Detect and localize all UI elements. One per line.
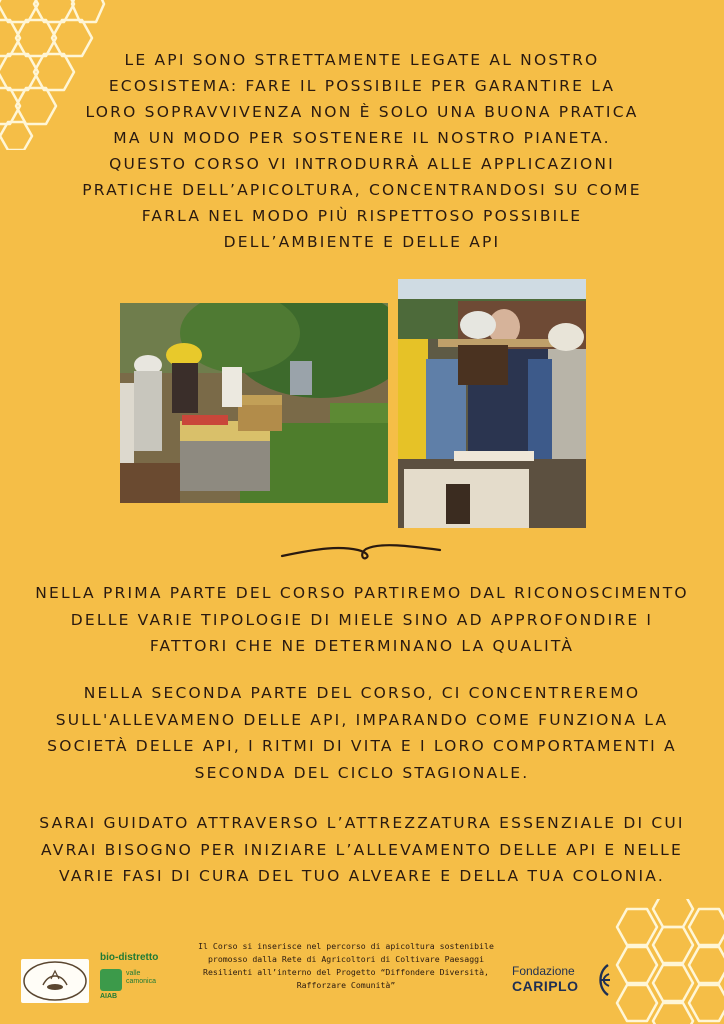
footer-note: Il Corso si inserisce nel percorso di apicoltura sostenibile promosso dalla Rete di Agricoltori di Coltivare Paesaggi Resilienti all’interno del Progetto “Diffondere Diversità, Rafforzare Comunità” [198,941,494,990]
honeycomb-bottom-right-icon [609,899,724,1024]
biodistretto-aiab: AIAB [100,993,118,1000]
biodistretto-title: bio-distretto [100,952,159,963]
biodistretto-logo [100,952,168,1004]
section-paragraph-3: SARAI GUIDATO ATTRAVERSO L’ATTREZZATURA ESSENZIALE DI CUI AVRAI BISOGNO PER INIZIARE L’ALLEVAMENTO DELLE API E NELLE VARIE FASI DI CURA DEL TUO ALVEARE E DELLA TUA COLONIA. [39,814,685,885]
section-paragraph-1: NELLA PRIMA PARTE DEL CORSO PARTIREMO DAL RICONOSCIMENTO DELLE VARIE TIPOLOGIE DI MIELE SINO AD APPROFONDIRE I FATTORI CHE NE DETERMINANO LA QUALITÀ [35,584,689,655]
apicoltura-lores-logo [21,959,89,1003]
biodistretto-subtitle: valle camonica [126,970,156,985]
cariplo-line-2: CARIPLO [512,978,579,994]
cariplo-line-1: Fondazione [512,964,575,978]
divider-flourish-icon [280,538,442,562]
section-paragraph-2: NELLA SECONDA PARTE DEL CORSO, CI CONCENTREREMO SULL'ALLEVAMENO DELLE API, IMPARANDO COME FUNZIONA LA SOCIETÀ DELLE API, I RITMI DI VITA E I LORO COMPORTAMENTI A SECONDA DEL CICLO STAGIONALE. [47,684,677,782]
biodistretto-mark-icon [100,969,122,991]
beekeeping-class-photo [120,303,388,503]
fondazione-cariplo-logo [512,962,612,998]
intro-paragraph: LE API SONO STRETTAMENTE LEGATE AL NOSTRO ECOSISTEMA: FARE IL POSSIBILE PER GARANTIRE LA LORO SOPRAVVIVENZA NON È SOLO UNA BUONA PRATICA MA UN MODO PER SOSTENERE IL NOSTRO PIANETA. QUESTO CORSO VI INTRODURRÀ ALLE APPLICAZIONI PRATICHE DELL’APICOLTURA, CONCENTRANDOSI SU COME FARLA NEL MODO PIÙ RISPETTOSO POSSIBILE DELL’AMBIENTE E DELLE API [82,51,642,251]
beekeeper-frame-photo [398,279,586,528]
